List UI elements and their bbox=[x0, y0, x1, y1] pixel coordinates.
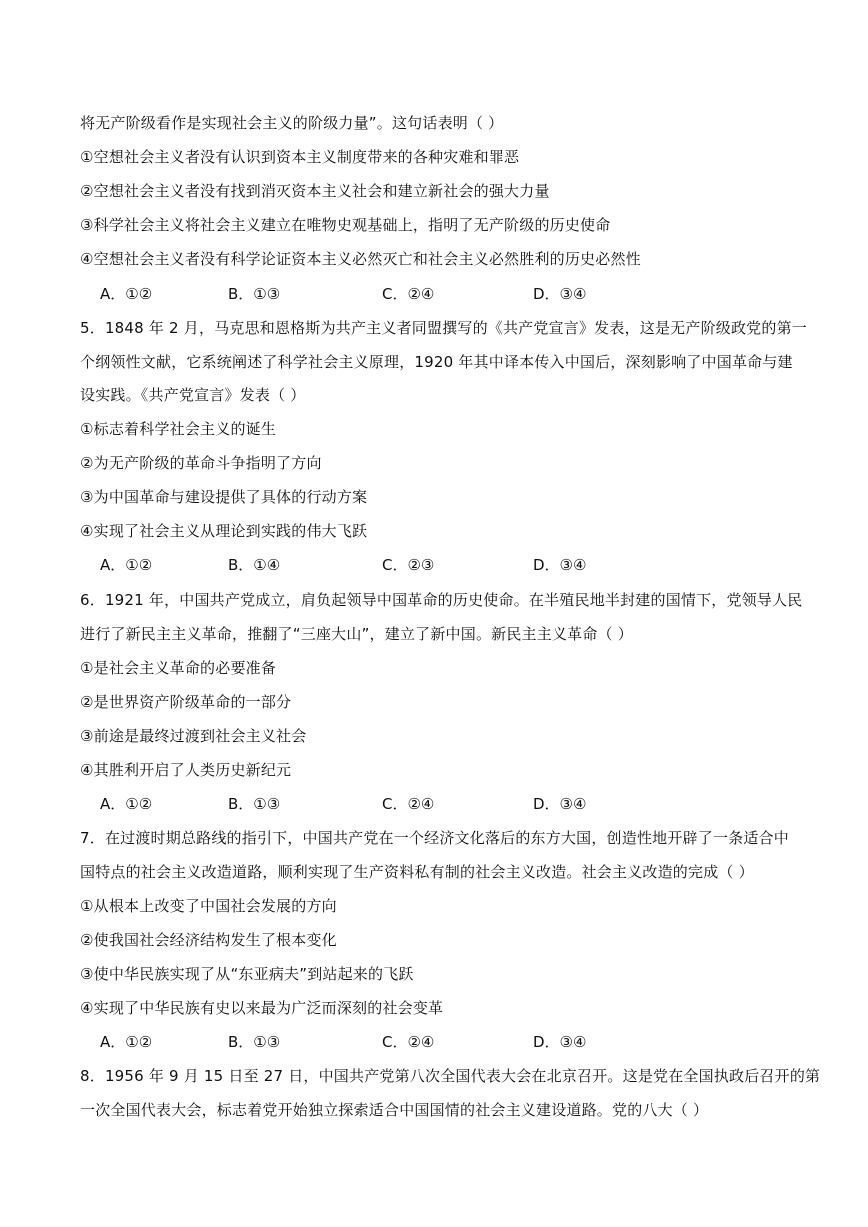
question-stem-line: 7．在过渡时期总路线的指引下，中国共产党在一个经济文化落后的东方大国，创造性地开辟了一条适合中 bbox=[80, 829, 789, 847]
question-stem-line: 个纲领性文献，它系统阐述了科学社会主义原理，1920 年其中译本传入中国后，深刻影响了中国革命与建 bbox=[80, 353, 793, 371]
statement-item: ①标志着科学社会主义的诞生 bbox=[80, 420, 277, 438]
option-d: D．③④ bbox=[533, 1033, 587, 1051]
statement-item: ①从根本上改变了中国社会发展的方向 bbox=[80, 897, 337, 915]
option-b: B．①③ bbox=[228, 1033, 281, 1051]
option-a: A．①② bbox=[100, 556, 153, 574]
option-c: C．②④ bbox=[382, 1033, 435, 1051]
answer-options bbox=[100, 794, 700, 814]
question-stem-line: 设实践。《共产党宣言》发表（ ） bbox=[80, 386, 306, 404]
statement-item: ③科学社会主义将社会主义建立在唯物史观基础上，指明了无产阶级的历史使命 bbox=[80, 216, 611, 234]
question-stem-line: 8．1956 年 9 月 15 日至 27 日，中国共产党第八次全国代表大会在北京召开。这是党在全国执政后召开的第 bbox=[80, 1067, 821, 1085]
statement-item: ②空想社会主义者没有找到消灭资本主义社会和建立新社会的强大力量 bbox=[80, 182, 550, 200]
option-b: B．①③ bbox=[228, 795, 281, 813]
option-a: A．①② bbox=[100, 285, 153, 303]
answer-options bbox=[100, 284, 700, 304]
statement-item: ①空想社会主义者没有认识到资本主义制度带来的各种灾难和罪恶 bbox=[80, 148, 520, 166]
statement-item: ①是社会主义革命的必要准备 bbox=[80, 659, 277, 677]
statement-item: ③前途是最终过渡到社会主义社会 bbox=[80, 727, 307, 745]
option-a: A．①② bbox=[100, 795, 153, 813]
question-stem-line: 国特点的社会主义改造道路，顺利实现了生产资料私有制的社会主义改造。社会主义改造的完成（ ） bbox=[80, 863, 754, 881]
question-stem-line: 6．1921 年，中国共产党成立，肩负起领导中国革命的历史使命。在半殖民地半封建的国情下，党领导人民 bbox=[80, 591, 803, 609]
answer-options bbox=[100, 555, 700, 575]
statement-item: ④实现了中华民族有史以来最为广泛而深刻的社会变革 bbox=[80, 999, 444, 1017]
option-a: A．①② bbox=[100, 1033, 153, 1051]
statement-item: ④空想社会主义者没有科学论证资本主义必然灭亡和社会主义必然胜利的历史必然性 bbox=[80, 250, 641, 268]
statement-item: ③使中华民族实现了从“东亚病夫”到站起来的飞跃 bbox=[80, 965, 414, 983]
option-d: D．③④ bbox=[533, 556, 587, 574]
option-c: C．②④ bbox=[382, 795, 435, 813]
statement-item: ②使我国社会经济结构发生了根本变化 bbox=[80, 931, 337, 949]
question-stem-line: 将无产阶级看作是实现社会主义的阶级力量”。这句话表明（ ） bbox=[80, 114, 504, 132]
option-b: B．①④ bbox=[228, 556, 281, 574]
option-c: C．②④ bbox=[382, 285, 435, 303]
option-d: D．③④ bbox=[533, 285, 587, 303]
option-c: C．②③ bbox=[382, 556, 435, 574]
question-stem-line: 进行了新民主主义革命，推翻了“三座大山”，建立了新中国。新民主主义革命（ ） bbox=[80, 625, 633, 643]
statement-item: ②为无产阶级的革命斗争指明了方向 bbox=[80, 454, 322, 472]
statement-item: ②是世界资产阶级革命的一部分 bbox=[80, 693, 292, 711]
option-b: B．①③ bbox=[228, 285, 281, 303]
answer-options bbox=[100, 1032, 700, 1052]
statement-item: ④实现了社会主义从理论到实践的伟大飞跃 bbox=[80, 522, 368, 540]
statement-item: ④其胜利开启了人类历史新纪元 bbox=[80, 761, 292, 779]
option-d: D．③④ bbox=[533, 795, 587, 813]
statement-item: ③为中国革命与建设提供了具体的行动方案 bbox=[80, 488, 368, 506]
question-stem-line: 5．1848 年 2 月，马克思和恩格斯为共产主义者同盟撰写的《共产党宣言》发表，这是无产阶级政党的第一 bbox=[80, 319, 807, 337]
question-stem-line: 一次全国代表大会，标志着党开始独立探索适合中国国情的社会主义建设道路。党的八大（ ） bbox=[80, 1101, 709, 1119]
